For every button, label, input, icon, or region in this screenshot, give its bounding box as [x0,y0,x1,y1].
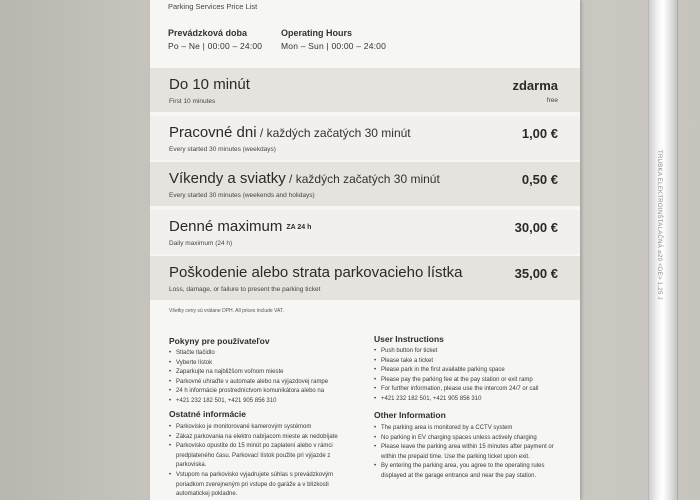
price-row-weekends [150,162,580,206]
row-price: 1,00 € [521,126,558,141]
list-item: • Vstupom na parkovisko vyjadrujete súhlas s prevádzkovým poriadkom zverejneným pri vstupe do garáže a v blízkosti automatickej pokladne. [169,471,355,500]
pokyny-list [169,349,355,407]
row-name: Do 10 minút [169,76,250,93]
row-name-suffix: / každých začatých 30 minút [285,172,440,186]
list-item: • Zaparkujte na najbližšom voľnom mieste [169,368,355,378]
price-row-lost-ticket [150,256,580,300]
list-item: • Push button for ticket [374,347,560,357]
list-item: • Parkovné uhraďte v automate alebo na výjazdovej rampe [169,378,355,388]
row-name: Poškodenie alebo strata parkovacieho lístka [169,264,463,281]
pipe-print-text: TRUBKA ELEKTROINŠTALAČNÁ ⌀20 <DE> 1,25 J [656,150,662,300]
list-item: • Vyberte lístok [169,359,355,369]
row-name-suffix: / každých začatých 30 minút [256,126,411,140]
row-name-tag: ZA 24 h [286,224,312,231]
list-item: • For further information, please use the intercom 24/7 or call [374,385,560,395]
vat-note: Všetky ceny sú vrátane DPH. All prices include VAT. [169,308,284,314]
list-item: • +421 232 182 501, +421 905 856 310 [374,395,560,405]
row-price: 0,50 € [521,172,558,187]
list-item: • Zákaz parkovania na elektro nabíjacom mieste ak nedobíjate [169,433,355,443]
hours-sk-label: Prevádzková doba [168,28,248,38]
sign-title: Parking Services Price List [168,2,258,11]
list-item: • The parking area is monitored by a CCTV system [374,424,560,434]
price-row-first-10-minutes [150,68,580,112]
list-item: • Please pay the parking fee at the pay station or exit ramp [374,376,560,386]
row-name-en: Every started 30 minutes (weekends and holidays) [169,192,315,199]
hours-en-value: Mon – Sun | 00:00 – 24:00 [281,41,387,51]
list-item: • +421 232 182 501, +421 905 856 310 [169,397,355,407]
row-name-en: Daily maximum (24 h) [169,240,233,247]
list-item: • Parkovisko je monitorované kamerovým systémom [169,423,355,433]
other-information-list [374,424,560,482]
row-name-en: Loss, damage, or failure to present the parking ticket [169,286,321,293]
pokyny-title: Pokyny pre používateľov [169,336,270,346]
row-price: 35,00 € [514,266,558,281]
ostatne-title: Ostatné informácie [169,409,246,419]
row-name-en: Every started 30 minutes (weekdays) [169,146,276,153]
list-item: • Please park in the first available parking space [374,366,560,376]
row-price: 30,00 € [514,220,558,235]
list-item: • Stlačte tlačidlo [169,349,355,359]
price-row-daily-maximum [150,210,580,254]
list-item: • Parkovisko opustite do 15 minút po zaplatení alebo v rámci predplateného času. Parkovací lístok použite pri výjazde z parkoviska. [169,442,355,471]
row-name-en: First 10 minutes [169,98,216,105]
conduit-pipe [648,0,678,500]
other-information-title: Other Information [374,410,446,420]
row-name: Pracovné dni / každých začatých 30 minút [169,124,411,141]
row-name: Víkendy a sviatky / každých začatých 30 minút [169,170,440,187]
list-item: • By entering the parking area, you agree to the operating rules displayed at the garage entrance and near the pay station. [374,462,560,481]
list-item: • No parking in EV charging spaces unless actively charging [374,434,560,444]
row-price: zdarma [512,78,558,93]
hours-en-label: Operating Hours [281,28,353,38]
user-instructions-list [374,347,560,405]
operating-hours-en [281,28,386,51]
operating-hours-sk [168,28,262,51]
list-item: • 24 h informácie prostredníctvom komunikátora alebo na [169,387,355,397]
hours-sk-value: Po – Ne | 00:00 – 24:00 [168,41,263,51]
ostatne-list [169,423,355,500]
list-item: • Please leave the parking area within 15 minutes after payment or within the prepaid time. Use the parking ticket upon exit. [374,443,560,462]
list-item: • Please take a ticket [374,357,560,367]
row-name: Denné maximum ZA 24 h [169,218,312,235]
row-price-en: free [546,97,558,104]
price-row-weekdays [150,116,580,160]
price-list-sign [150,0,580,500]
user-instructions-title: User Instructions [374,334,444,344]
